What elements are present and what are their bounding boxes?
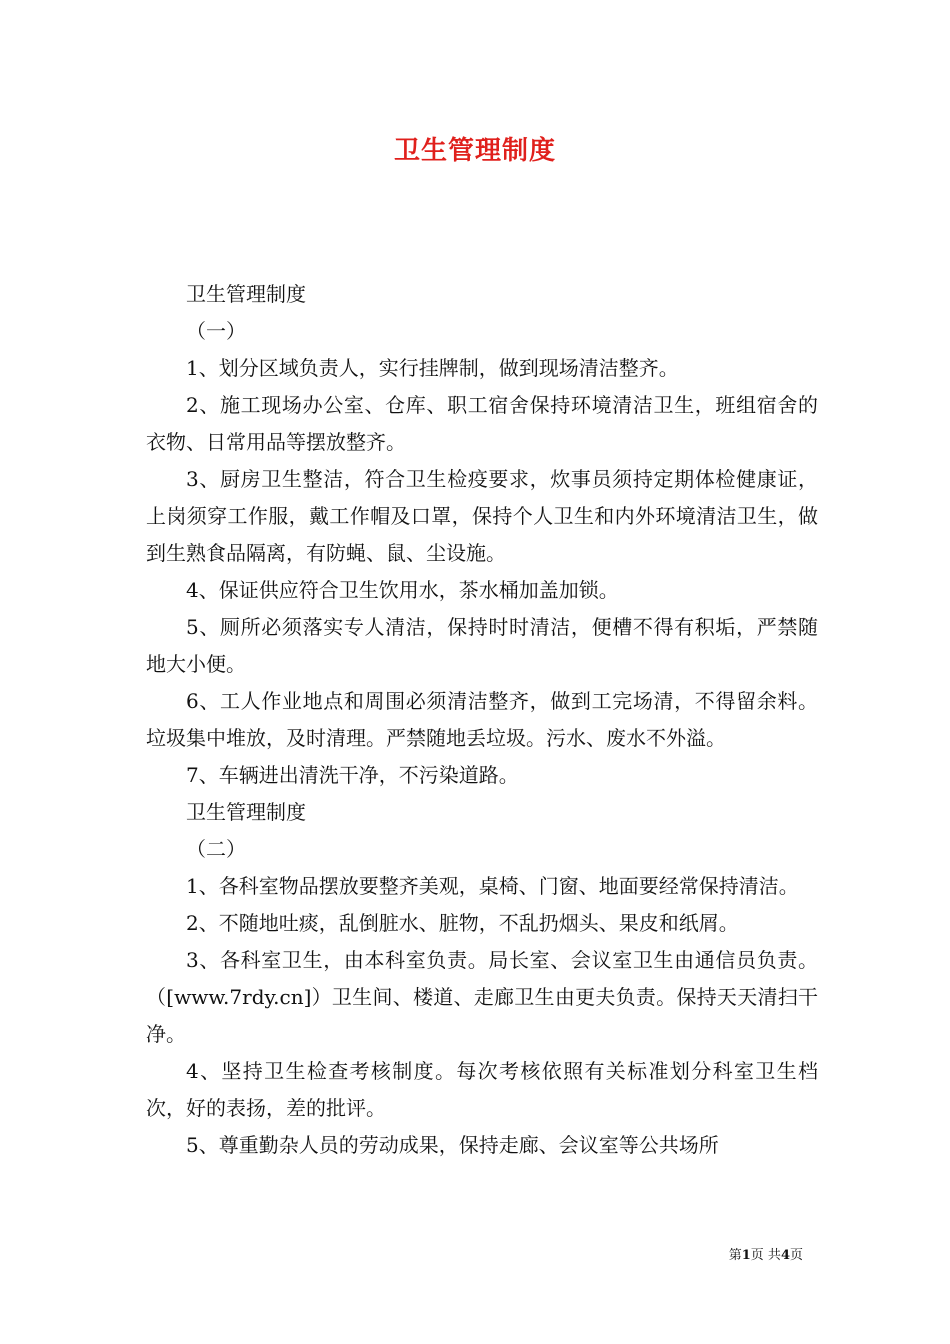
paragraph: （一） — [186, 319, 246, 343]
paragraph: 4、坚持卫生检查考核制度。每次考核依照有关标准划分科室卫生档次，好的表扬，差的批评。 — [146, 1059, 818, 1120]
current-page-number: 1 — [741, 1248, 751, 1263]
paragraph: 5、厕所必须落实专人清洁，保持时时清洁，便槽不得有积垢，严禁随地大小便。 — [146, 615, 818, 676]
footer-suffix: 页 — [789, 1248, 803, 1263]
footer-middle: 页 共 — [750, 1248, 781, 1263]
paragraph: （二） — [186, 837, 246, 861]
total-pages-number: 4 — [780, 1248, 790, 1263]
paragraph: 7、车辆进出清洗干净，不污染道路。 — [186, 763, 519, 787]
page-footer — [0, 1244, 803, 1263]
document-title: 卫生管理制度 — [393, 136, 556, 166]
paragraph: 6、工人作业地点和周围必须清洁整齐，做到工完场清，不得留余料。垃圾集中堆放，及时清理。严禁随地丢垃圾。污水、废水不外溢。 — [146, 689, 818, 750]
paragraph: 5、尊重勤杂人员的劳动成果，保持走廊、会议室等公共场所 — [186, 1133, 719, 1157]
document-body — [146, 276, 818, 1164]
footer-prefix: 第 — [728, 1248, 742, 1263]
paragraph: 卫生管理制度 — [186, 282, 306, 306]
paragraph: 2、不随地吐痰，乱倒脏水、脏物，不乱扔烟头、果皮和纸屑。 — [186, 911, 739, 935]
paragraph: 3、厨房卫生整洁，符合卫生检疫要求，炊事员须持定期体检健康证，上岗须穿工作服，戴工作帽及口罩，保持个人卫生和内外环境清洁卫生，做到生熟食品隔离，有防蝇、鼠、尘设施。 — [146, 467, 818, 565]
paragraph: 卫生管理制度 — [186, 800, 306, 824]
paragraph: 4、保证供应符合卫生饮用水，茶水桶加盖加锁。 — [186, 578, 619, 602]
paragraph: 3、各科室卫生，由本科室负责。局长室、会议室卫生由通信员负责。（[www.7rdy.cn]）卫生间、楼道、走廊卫生由更夫负责。保持天天清扫干净。 — [146, 948, 818, 1046]
paragraph: 2、施工现场办公室、仓库、职工宿舍保持环境清洁卫生，班组宿舍的衣物、日常用品等摆放整齐。 — [146, 393, 818, 454]
paragraph: 1、各科室物品摆放要整齐美观，桌椅、门窗、地面要经常保持清洁。 — [186, 874, 799, 898]
paragraph: 1、划分区域负责人，实行挂牌制，做到现场清洁整齐。 — [186, 356, 679, 380]
